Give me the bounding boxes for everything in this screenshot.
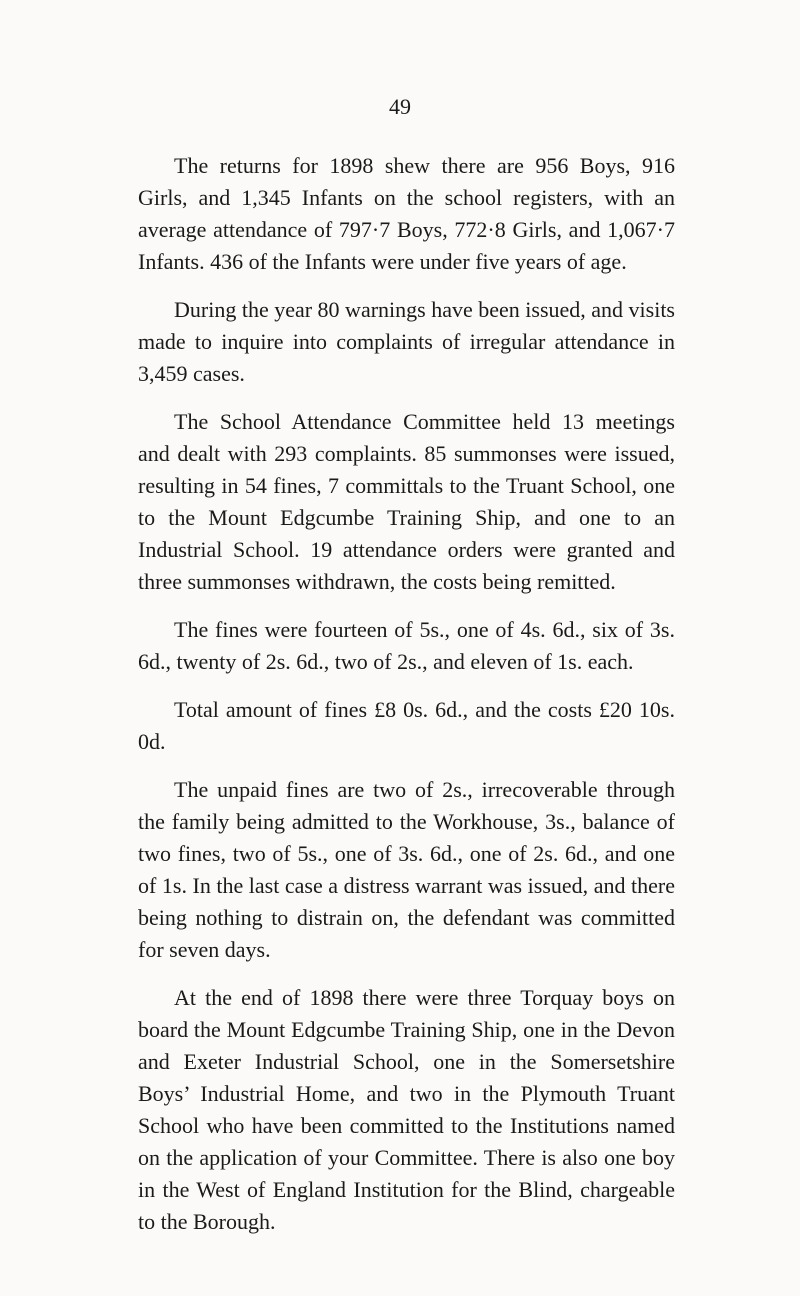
paragraph-total-amount: Total amount of fines £8 0s. 6d., and the costs £20 10s. 0d. — [138, 697, 675, 754]
paragraph-fines: The fines were fourteen of 5s., one of 4s. 6d., six of 3s. 6d., twenty of 2s. 6d., two of 2s., and eleven of 1s. each. — [138, 617, 675, 674]
paragraph-institutions: At the end of 1898 there were three Torquay boys on board the Mount Edgcumbe Training Ship, one in the Devon and Exeter Industrial School, one in the Somersetshire Boys’ Industrial Home, and two in the Plymouth Truant School who have been committed to the Institutions named on the application of your Committee. There is also one boy in the West of England Institution for the Blind, chargeable to the Borough. — [138, 985, 675, 1234]
paragraph-school-returns: The returns for 1898 shew there are 956 Boys, 916 Girls, and 1,345 Infants on the school registers, with an average attendance of 797·7 Boys, 772·8 Girls, and 1,067·7 Infants. 436 of the Infants were under five years of age. — [138, 153, 675, 274]
paragraph-unpaid-fines: The unpaid fines are two of 2s., irrecoverable through the family being admitted to the Workhouse, 3s., balance of two fines, two of 5s., one of 3s. 6d., one of 2s. 6d., and one of 1s. In the last case a distress warrant was issued, and there being nothing to distrain on, the defendant was committed for seven days. — [138, 777, 675, 962]
paragraph-warnings: During the year 80 warnings have been issued, and visits made to inquire into complaints of irregular attendance in 3,459 cases. — [138, 297, 675, 386]
body-text — [138, 150, 675, 1254]
paragraph-committee-meetings: The School Attendance Committee held 13 meetings and dealt with 293 complaints. 85 summonses were issued, resulting in 54 fines, 7 committals to the Truant School, one to the Mount Edgcumbe Training Ship, and one to an Industrial School. 19 attendance orders were granted and three summonses withdrawn, the costs being remitted. — [138, 409, 675, 594]
page-number: 49 — [389, 94, 411, 119]
